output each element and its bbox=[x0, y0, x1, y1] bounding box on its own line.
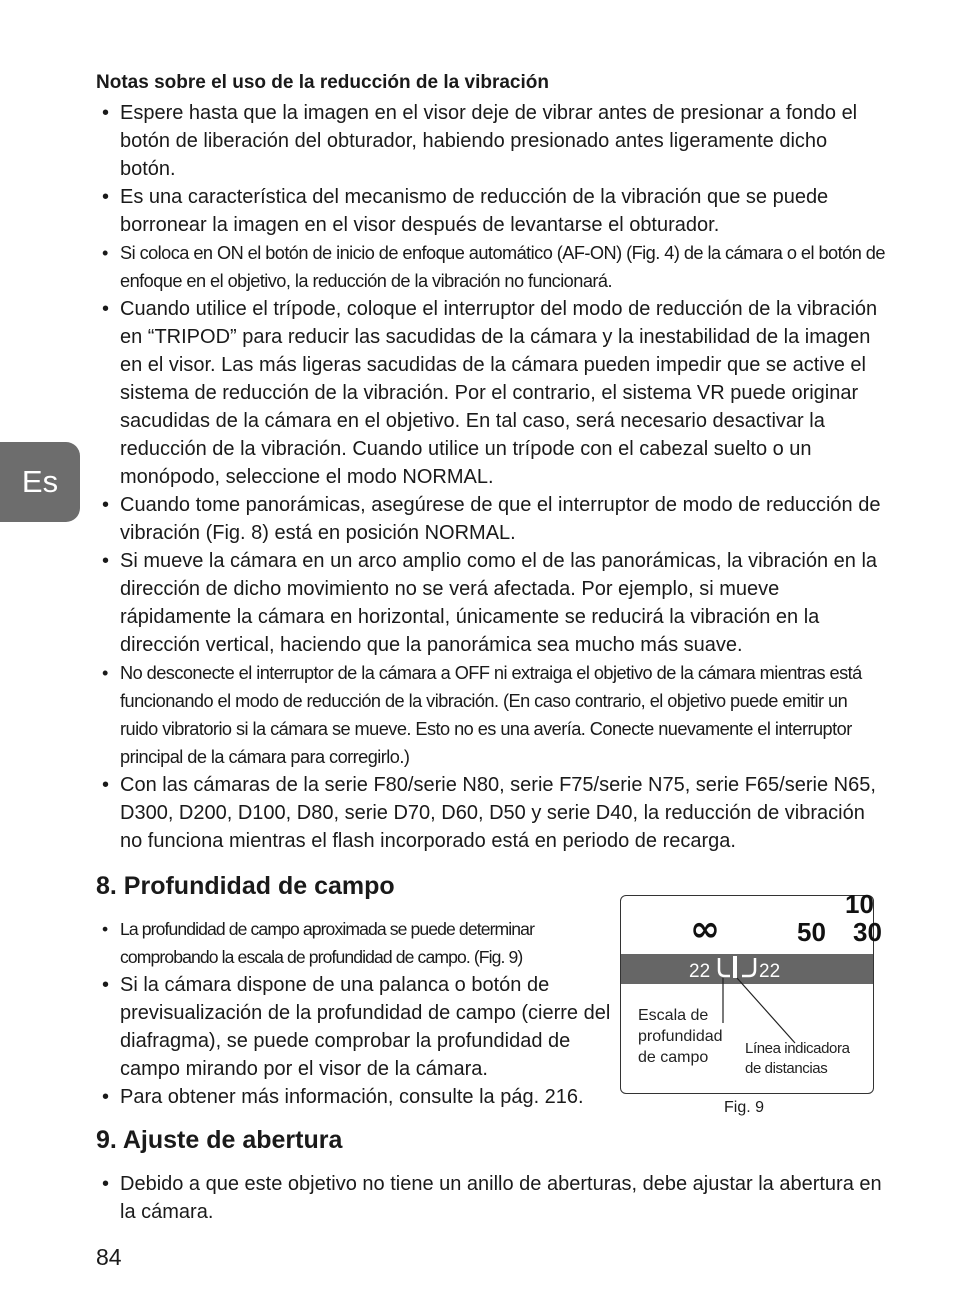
notes-list bbox=[96, 99, 886, 855]
notes-heading: Notas sobre el uso de la reducción de la vibración bbox=[96, 72, 549, 93]
distance-50: 50 bbox=[797, 917, 826, 947]
indicator-label-line-2: de distancias bbox=[745, 1060, 828, 1077]
section-8-item: • Si la cámara dispone de una palanca o botón de previsualización de la profundidad de campo (cierre del diafragma), se puede comprobar la profundidad de campo mirando por el visor de la cámara. bbox=[96, 971, 614, 1083]
notes-item: • Es una característica del mecanismo de reducción de la vibración que se puede borronear la imagen en el visor después de levantarse el obturador. bbox=[96, 183, 886, 239]
notes-item: • Con las cámaras de la serie F80/serie N80, serie F75/serie N75, serie F65/serie N65, D300, D200, D100, D80, serie D70, D60, D50 y serie D40, la reducción de vibración no funciona mientras el flash incorporado está en periodo de recarga. bbox=[96, 771, 886, 855]
notes-item: • Espere hasta que la imagen en el visor deje de vibrar antes de presionar a fondo el botón de liberación del obturador, habiendo presionado antes ligeramente dicho botón. bbox=[96, 99, 886, 183]
indicator-label-line-1: Línea indicadora bbox=[745, 1040, 850, 1057]
distance-indicator-line bbox=[733, 956, 737, 978]
language-tab-label: Es bbox=[21, 464, 59, 499]
aperture-22-right: 22 bbox=[759, 961, 781, 982]
indicator-leader-line bbox=[737, 978, 795, 1043]
notes-item: • Si coloca en ON el botón de inicio de enfoque automático (AF-ON) (Fig. 4) de la cámara o el botón de enfoque en el objetivo, la reducción de la vibración no funcionará. bbox=[96, 239, 886, 295]
page-number: 84 bbox=[96, 1244, 122, 1270]
figure-drawing bbox=[621, 889, 882, 1095]
figure-caption: Fig. 9 bbox=[724, 1099, 765, 1116]
distance-30: 30 bbox=[853, 917, 882, 947]
depth-scale-mark-right bbox=[742, 958, 755, 976]
notes-item: • Cuando utilice el trípode, coloque el interruptor del modo de reducción de la vibración en “TRIPOD” para reducir las sacudidas de la cámara y la inestabilidad de la imagen en el visor. Las más ligeras sacudidas de la cámara pueden impedir que se active el sistema de reducción de la vibración. Por el contrario, el sistema VR puede originar sacudidas de la cámara en el objetivo. En tal caso, será necesario desactivar la reducción de la vibración. Cuando utilice un trípode con el cabezal suelto o un monópodo, seleccione el modo NORMAL. bbox=[96, 295, 886, 491]
notes-item: • Si mueve la cámara en un arco amplio como el de las panorámicas, la vibración en la dirección de dicho movimiento no se verá afectada. Por ejemplo, si mueve rápidamente la cámara en horizontal, únicamente se reducirá la vibración en la dirección vertical, haciendo que la panorámica sea mucho más suave. bbox=[96, 547, 886, 659]
section-8-item: • Para obtener más información, consulte la pág. 216. bbox=[96, 1083, 614, 1111]
section-8-list bbox=[96, 915, 614, 1111]
notes-item: • Cuando tome panorámicas, asegúrese de que el interruptor de modo de reducción de vibración (Fig. 8) está en posición NORMAL. bbox=[96, 491, 886, 547]
section-9-heading: 9. Ajuste de abertura bbox=[96, 1126, 343, 1154]
scale-label-line-3: de campo bbox=[638, 1049, 709, 1066]
notes-item: • No desconecte el interruptor de la cámara a OFF ni extraiga el objetivo de la cámara mientras está funcionando el modo de reducción de la vibración. (En caso contrario, el objetivo puede emitir un ruido vibratorio si la cámara se mueve. Esto no es una avería. Conecte nuevamente el interruptor principal de la cámara para corregirlo.) bbox=[96, 659, 886, 771]
section-9-item: • Debido a que este objetivo no tiene un anillo de aberturas, debe ajustar la abertura en la cámara. bbox=[96, 1170, 886, 1226]
section-9-list bbox=[96, 1170, 886, 1226]
section-8-item: • La profundidad de campo aproximada se puede determinar comprobando la escala de profundidad de campo. (Fig. 9) bbox=[96, 915, 614, 971]
language-tab bbox=[0, 442, 80, 522]
scale-label-line-1: Escala de bbox=[638, 1007, 709, 1024]
infinity-symbol: ∞ bbox=[690, 909, 720, 950]
depth-scale-mark-left bbox=[719, 958, 730, 976]
distance-10: 10 bbox=[845, 889, 874, 919]
aperture-22-left: 22 bbox=[689, 961, 711, 982]
section-8-heading: 8. Profundidad de campo bbox=[96, 872, 395, 900]
depth-of-field-figure bbox=[620, 889, 882, 1094]
scale-label-line-2: profundidad bbox=[638, 1028, 723, 1045]
